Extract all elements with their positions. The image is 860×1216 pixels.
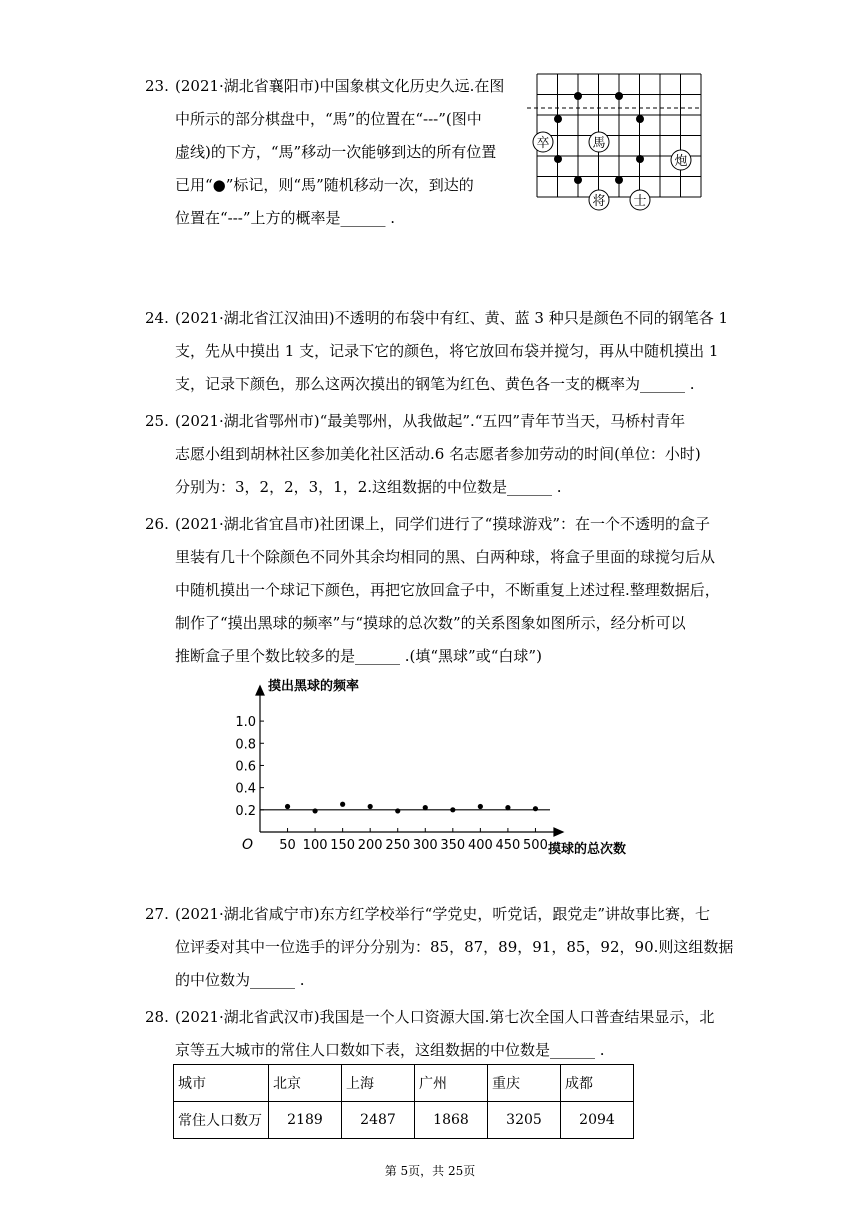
y-axis-label: 摸出黑球的频率	[268, 679, 360, 694]
x-tick-label: 500	[523, 838, 548, 853]
piece-label: 将	[592, 194, 606, 209]
data-point	[478, 804, 483, 809]
reachable-dot	[554, 115, 562, 123]
question-text-line: 制作了“摸出黑球的频率”与“摸球的总次数”的关系图象如图所示，经分析可以	[175, 614, 686, 632]
question-text-line: (2021·湖北省襄阳市)中国象棋文化历史久远.在图	[175, 77, 505, 95]
question-number: 25.	[145, 412, 169, 430]
question-25	[145, 405, 701, 504]
data-point	[368, 804, 373, 809]
x-tick-label: 150	[330, 838, 356, 853]
table-cell: 2487	[342, 1102, 415, 1139]
question-text-line: 已用“●”标记，则“馬”随机移动一次，到达的	[175, 176, 474, 194]
question-text-line: 里装有几十个除颜色不同外其余均相同的黑、白两种球，将盒子里面的球搅匀后从	[175, 548, 716, 566]
page-footer: 第 5页，共 25页	[384, 1164, 476, 1178]
question-text-line: 京等五大城市的常住人口数如下表，这组数据的中位数是______ .	[175, 1041, 605, 1059]
question-28	[145, 1001, 714, 1067]
question-number: 28.	[145, 1008, 169, 1026]
question-number: 27.	[145, 905, 169, 923]
question-text-line: (2021·湖北省鄂州市)“最美鄂州，从我做起”.“五四”青年节当天，马桥村青年	[175, 412, 686, 430]
piece-label: 卒	[536, 136, 550, 151]
piece-pao	[671, 150, 691, 170]
origin-label: O	[242, 837, 254, 853]
y-tick-label: 0.6	[235, 759, 256, 775]
x-tick-label: 50	[279, 838, 296, 853]
y-tick-label: 1.0	[235, 715, 256, 731]
question-text-line: 中随机摸出一个球记下颜色，再把它放回盒子中，不断重复上述过程.整理数据后，	[175, 581, 720, 599]
reachable-dot	[636, 155, 644, 163]
piece-label: 馬	[592, 136, 606, 151]
data-point	[312, 808, 317, 813]
reachable-dot	[574, 92, 582, 100]
question-number: 24.	[145, 309, 169, 327]
data-point	[450, 807, 455, 812]
x-tick-label: 350	[440, 838, 466, 853]
piece-ma	[589, 132, 609, 152]
data-point	[533, 806, 538, 811]
piece-jiang	[589, 190, 609, 210]
frequency-chart	[228, 672, 648, 862]
y-tick-label: 0.4	[235, 781, 256, 797]
question-text-line: 位置在“---”上方的概率是______ .	[175, 209, 396, 227]
data-point	[423, 805, 428, 810]
question-number: 26.	[145, 515, 169, 533]
data-point	[340, 802, 345, 807]
question-text-line: (2021·湖北省江汉油田)不透明的布袋中有红、黄、蓝 3 种只是颜色不同的钢笔各 1	[175, 309, 729, 327]
table-cell: 常住人口数万	[174, 1102, 269, 1139]
population-table	[173, 1064, 634, 1139]
reachable-dot	[615, 92, 623, 100]
table-cell: 北京	[269, 1065, 342, 1102]
chart-points	[285, 802, 538, 814]
y-tick-label: 0.2	[235, 803, 256, 819]
reachable-dot	[636, 115, 644, 123]
x-tick-label: 300	[412, 838, 438, 853]
x-tick-label: 100	[302, 838, 328, 853]
question-text-line: 支，先从中摸出 1 支，记录下它的颜色，将它放回布袋并搅匀，再从中随机摸出 1	[175, 342, 719, 360]
question-text-line: 分别为：3，2，2，3，1，2.这组数据的中位数是______ .	[175, 478, 562, 496]
data-point	[285, 804, 290, 809]
y-tick-label: 0.8	[235, 737, 256, 753]
table-cell: 上海	[342, 1065, 415, 1102]
question-24	[145, 302, 728, 401]
table-cell: 城市	[174, 1065, 269, 1102]
x-tick-label: 250	[385, 838, 411, 853]
question-text-line: (2021·湖北省宜昌市)社团课上，同学们进行了“摸球游戏”：在一个不透明的盒子	[175, 515, 710, 533]
x-tick-label: 200	[357, 838, 383, 853]
chess-board-figure	[525, 72, 705, 222]
chart-axes	[256, 686, 563, 836]
x-tick-label: 450	[495, 838, 521, 853]
question-number: 23.	[145, 77, 169, 95]
x-axis-label: 摸球的总次数	[548, 842, 627, 857]
piece-zu	[533, 132, 553, 152]
question-26	[145, 508, 720, 673]
y-axis-arrow	[256, 686, 264, 695]
table-cell: 广州	[415, 1065, 488, 1102]
piece-label: 士	[633, 194, 647, 209]
reachable-dot	[554, 155, 562, 163]
question-text-line: 推断盒子里个数比较多的是______ .(填“黑球”或“白球”)	[175, 647, 542, 665]
table-cell: 3205	[488, 1102, 561, 1139]
table-cell: 1868	[415, 1102, 488, 1139]
data-point	[505, 805, 510, 810]
table-cell: 2189	[269, 1102, 342, 1139]
reachable-dot	[574, 176, 582, 184]
piece-shi	[630, 190, 650, 210]
question-text-line: 位评委对其中一位选手的评分分别为：85，87，89，91，85，92，90.则这组数据	[175, 938, 734, 956]
question-27	[145, 898, 733, 997]
question-text-line: (2021·湖北省武汉市)我国是一个人口资源大国.第七次全国人口普查结果显示，北	[175, 1008, 715, 1026]
question-text-line: (2021·湖北省咸宁市)东方红学校举行“学党史，听党话，跟党走”讲故事比赛，七	[175, 905, 710, 923]
question-text-line: 的中位数为______ .	[175, 971, 305, 989]
table-row	[174, 1102, 634, 1139]
x-axis-arrow	[554, 828, 563, 836]
question-text-line: 支，记录下颜色，那么这两次摸出的钢笔为红色、黄色各一支的概率为______ .	[175, 375, 695, 393]
table-cell: 成都	[561, 1065, 634, 1102]
question-text-line: 虚线)的下方，“馬”移动一次能够到达的所有位置	[175, 143, 497, 161]
table-cell: 2094	[561, 1102, 634, 1139]
question-text-line: 志愿小组到胡林社区参加美化社区活动.6 名志愿者参加劳动的时间(单位：小时)	[175, 445, 701, 463]
reachable-dot	[615, 176, 623, 184]
piece-label: 炮	[674, 154, 688, 169]
question-text-line: 中所示的部分棋盘中，“馬”的位置在“---”(图中	[175, 110, 482, 128]
question-23	[145, 70, 504, 235]
table-cell: 重庆	[488, 1065, 561, 1102]
table-row	[174, 1065, 634, 1102]
x-tick-label: 400	[467, 838, 493, 853]
data-point	[395, 808, 400, 813]
